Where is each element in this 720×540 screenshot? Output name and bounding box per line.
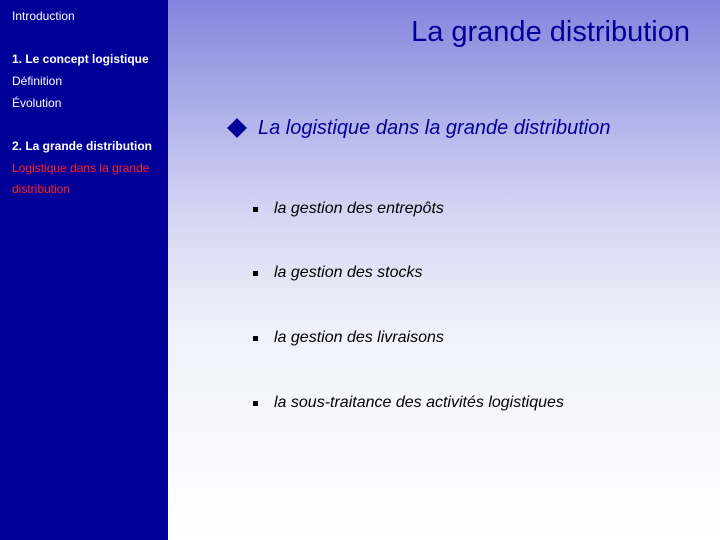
list-item: [253, 391, 564, 415]
section-heading: [226, 114, 610, 142]
sidebar-nav: [0, 0, 168, 540]
list-item: [253, 197, 444, 221]
list-item-text: la gestion des entrepôts: [274, 200, 444, 217]
square-bullet-icon: [253, 271, 258, 276]
list-item: [253, 326, 444, 350]
sidebar-item-evolution[interactable]: Évolution: [12, 96, 62, 110]
sidebar-item-grande-distribution[interactable]: 2. La grande distribution: [12, 139, 153, 153]
square-bullet-icon: [253, 207, 258, 212]
sidebar-item-introduction[interactable]: Introduction: [12, 9, 75, 23]
list-item: [253, 261, 423, 285]
list-item-text: la gestion des livraisons: [274, 329, 444, 346]
list-item-text: la gestion des stocks: [274, 264, 423, 281]
slide-title: La grande distribution: [411, 16, 690, 48]
list-item-text: la sous-traitance des activités logistiques: [274, 394, 564, 411]
square-bullet-icon: [253, 336, 258, 341]
diamond-icon: [227, 118, 247, 138]
square-bullet-icon: [253, 401, 258, 406]
sidebar-item-logistique-grande-distribution[interactable]: Logistique dans la grande distribution: [12, 161, 150, 196]
section-heading-text: La logistique dans la grande distribution: [258, 116, 611, 139]
sidebar-item-definition[interactable]: Définition: [12, 74, 63, 88]
sidebar-item-concept-logistique[interactable]: 1. Le concept logistique: [12, 52, 149, 66]
